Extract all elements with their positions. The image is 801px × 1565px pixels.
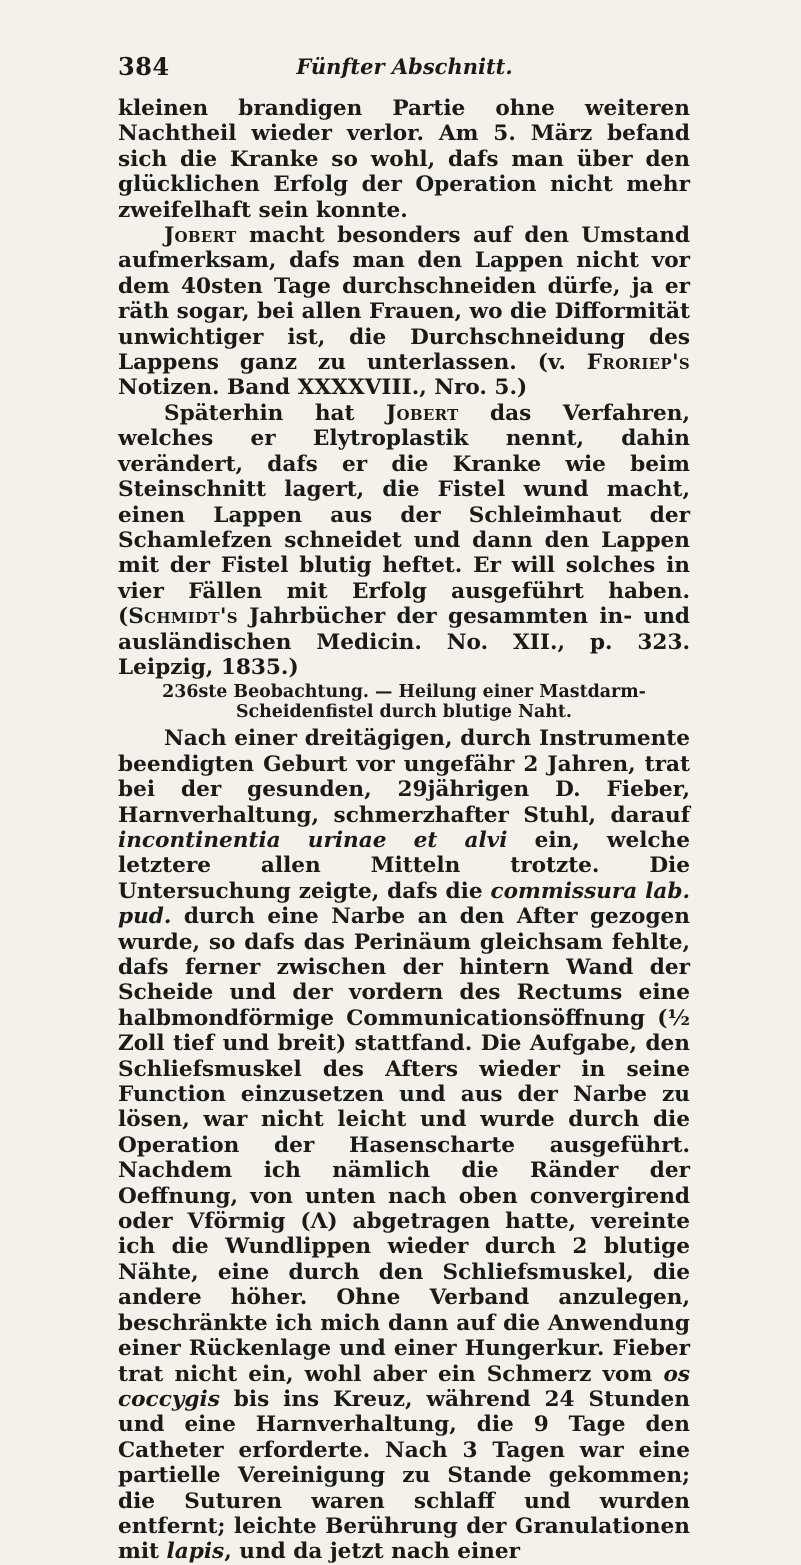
latin-term: incontinentia urinae et alvi: [118, 827, 508, 853]
paragraph-4-text-a: Nach einer dreitägigen, durch Instrumente beendigten Geburt vor ungefähr 2 Jahren, trat bei der gesunden, 29jährigen D. Fieber, Harnverhaltung, schmerzhafter Stuhl, darauf: [118, 726, 690, 828]
body-text: [118, 96, 690, 1565]
paragraph-2-text-a: macht besonders auf den Umstand aufmerksam, dafs man den Lappen nicht vor dem 40sten Tage durchschneiden dürfe, ja er räth sogar, bei allen Frauen, wo die Difformität unwichtiger ist, die Durchschneidung des Lappens ganz zu unterlassen. (v.: [118, 223, 690, 376]
paragraph-1: kleinen brandigen Partie ohne weiteren Nachtheil wieder verlor. Am 5. März befand sich die Kranke so wohl, dafs man über den glücklichen Erfolg der Operation nicht mehr zweifelhaft sein konnte.: [118, 96, 690, 223]
author-name: Jobert: [386, 400, 459, 426]
running-head: Fünfter Abschnitt.: [296, 54, 513, 79]
paragraph-3-text-c: Jahrbücher der gesammten in- und ausländischen Medicin. No. XII., p. 323. Leipzig, 1835.): [118, 604, 690, 680]
latin-term: os coccygis: [118, 1361, 690, 1412]
paragraph-3-text-a: Späterhin hat: [164, 400, 387, 426]
paragraph-4: [118, 726, 690, 1564]
page-header: [118, 52, 691, 80]
author-name: Schmidt's: [128, 604, 238, 630]
paragraph-4-text-c: durch eine Narbe an den After gezogen wurde, so dafs das Perinäum gleichsam fehlte, dafs ferner zwischen der hintern Wand der Scheide und der vordern des Rectums eine halbmondförmige Communicationsöffnung (½ Zoll tief und breit) stattfand. Die Aufgabe, den Schliefsmuskel des Afters wieder in seine Function einzusetzen und aus der Narbe zu lösen, war nicht leicht und wurde durch die Operation der Hasenscharte ausgeführt. Nachdem ich nämlich die Ränder der Oeffnung, von unten nach oben convergirend oder Vförmig (Λ) abgetragen hatte, vereinte ich die Wundlippen wieder durch 2 blutige Nähte, eine durch den Schliefsmuskel, die andere höher. Ohne Verband anzulegen, beschränkte ich mich dann auf die Anwendung einer Rückenlage und einer Hungerkur. Fieber trat nicht ein, wohl aber ein Schmerz vom: [118, 904, 690, 1387]
paragraph-2-text-b: Notizen. Band XXXXVIII., Nro. 5.): [118, 375, 528, 401]
paragraph-2: [118, 223, 690, 401]
observation-heading: 236ste Beobachtung. — Heilung einer Mastdarm-Scheidenfistel durch blutige Naht.: [162, 682, 646, 723]
latin-term: lapis: [166, 1539, 225, 1565]
page-number: 384: [118, 52, 170, 81]
paragraph-4-text-e: , und da jetzt nach einer: [224, 1539, 520, 1565]
author-name: Froriep's: [586, 350, 690, 376]
paragraph-4-text-b: ein, welche letztere allen Mitteln trotzte. Die Untersuchung zeigte, dafs die: [118, 827, 690, 904]
author-name: Jobert: [164, 223, 237, 249]
paragraph-4-text-d: bis ins Kreuz, während 24 Stunden und eine Harnverhaltung, die 9 Tage den Catheter erforderte. Nach 3 Tagen war eine partielle Vereinigung zu Stande gekommen; die Suturen waren schlaff und wurden entfernt; leichte Berührung der Granulationen mit: [118, 1386, 690, 1565]
paragraph-3-text-b: das Verfahren, welches er Elytroplastik nennt, dahin verändert, dafs er die Kranke wie beim Steinschnitt lagert, die Fistel wund macht, einen Lappen aus der Schleimhaut der Schamlefzen schneidet und dann den Lappen mit der Fistel blutig heftet. Er will solches in vier Fällen mit Erfolg ausgeführt haben. (: [118, 400, 690, 630]
paragraph-3: [118, 401, 690, 680]
latin-term: commissura lab. pud.: [118, 878, 690, 930]
